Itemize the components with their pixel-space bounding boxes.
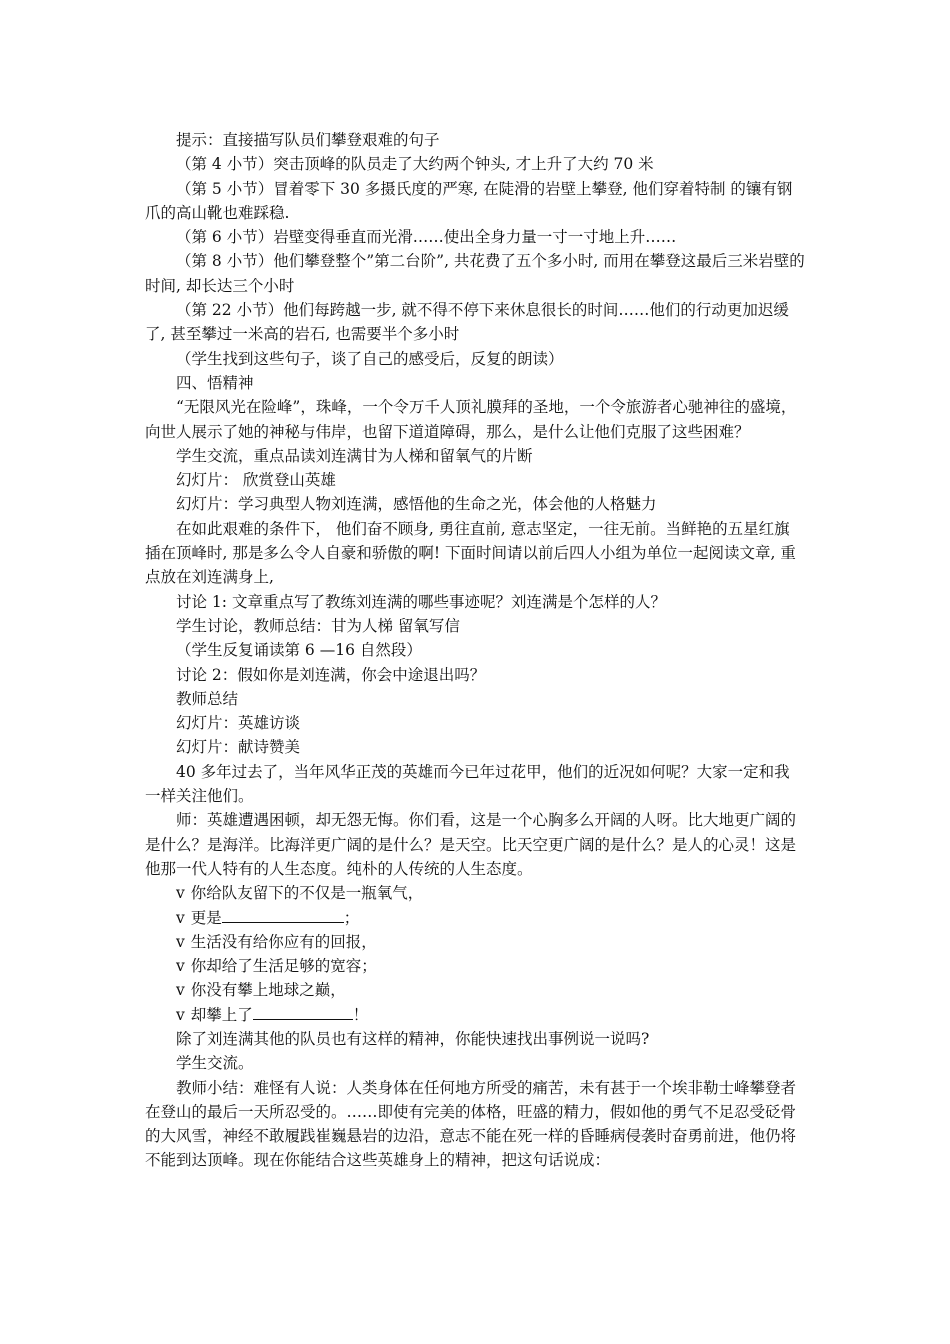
student-exchange: 学生交流，重点品读刘连满甘为人梯和留氧气的片断 [176, 446, 533, 465]
recitation-note: （学生反复诵读第 6 —16 自然段） [176, 641, 422, 660]
verse-text: 却攀上了 [190, 1005, 253, 1024]
teacher-summary-label: 教师总结 [176, 689, 239, 708]
document-body [145, 128, 805, 1173]
quote-section-22: （第 22 小节）他们每跨越一步, 就不得不停下来休息很长的时间……他们的行动更加迟缓了, 甚至攀过一米高的岩石, 也需要半个多小时 [145, 301, 789, 344]
bullet-marker: v [176, 908, 185, 927]
teacher-summary-1: 学生讨论，教师总结：甘为人梯 留氧写信 [176, 616, 460, 635]
slide-interview: 幻灯片：英雄访谈 [176, 714, 301, 733]
slide-liu-lianman: 幻灯片：学习典型人物刘连满，感悟他的生命之光，体会他的人格魅力 [176, 495, 657, 514]
difficult-conditions-paragraph: 在如此艰难的条件下， 他们奋不顾身, 勇往直前, 意志坚定，一往无前。当鲜艳的五星红旗插在顶峰时, 那是多么令人自豪和骄傲的啊! 下面时间请以前后四人小组为单位一起阅读文章, 重点放在刘连满身上, [145, 519, 796, 587]
discussion-1: 讨论 1: 文章重点写了教练刘连满的哪些事迹呢？刘连满是个怎样的人？ [176, 592, 666, 611]
teacher-conclusion: 教师小结：难怪有人说：人类身体在任何地方所受的痛苦，未有甚于一个埃非勒士峰攀登者在登山的最后一天所忍受的。……即使有完美的体格，旺盛的精力，假如他的勇气不足忍受砭骨的大风雪，神经不敢履践崔巍悬岩的边沿，意志不能在死一样的昏睡病侵袭时奋勇前进，他仍将不能到达顶峰。现在你能结合这些英雄身上的精神，把这句话说成： [145, 1078, 797, 1170]
verse-line-3 [145, 930, 805, 954]
verse-line-2 [145, 906, 805, 930]
quote-section-6: （第 6 小节）岩壁变得垂直而光滑……使出全身力量一寸一寸地上升…… [176, 228, 677, 247]
slide-heroes: 幻灯片： 欣赏登山英雄 [176, 471, 336, 490]
verse-line-4 [145, 954, 805, 978]
discussion-2: 讨论 2：假如你是刘连满，你会中途退出吗？ [176, 665, 486, 684]
bullet-marker: v [176, 981, 185, 1000]
verse-text: 你却给了生活足够的宽容； [190, 957, 377, 976]
student-exchange-2: 学生交流。 [176, 1054, 254, 1073]
verse-text: 更是 [190, 908, 222, 927]
bullet-marker: v [176, 1005, 185, 1024]
bullet-marker: v [176, 957, 185, 976]
verse-text: 你没有攀上地球之巅， [190, 981, 346, 1000]
verse-punctuation: ； [343, 908, 360, 927]
fill-in-blank-1 [222, 907, 344, 923]
quote-section-8: （第 8 小节）他们攀登整个”第二台阶”, 共花费了五个多小时, 而用在攀登这最后三米岩壁的时间, 却长达三个小时 [145, 252, 805, 295]
hint-heading: 提示：直接描写队员们攀登艰难的句子 [176, 131, 440, 149]
forty-years-paragraph: 40 多年过去了，当年风华正茂的英雄而今已年过花甲，他们的近况如何呢？大家一定和我一样关注他们。 [145, 762, 790, 806]
other-members-question: 除了刘连满其他的队员也有这样的精神，你能快速找出事例说一说吗? [176, 1029, 650, 1048]
verse-line-6 [145, 1003, 805, 1027]
bullet-marker: v [176, 884, 185, 903]
verse-text: 生活没有给你应有的回报， [190, 932, 377, 951]
verse-line-5 [145, 978, 805, 1002]
section-heading: 四、悟精神 [176, 373, 254, 392]
bullet-marker: v [176, 932, 185, 951]
verse-punctuation: ！ [352, 1005, 369, 1024]
verse-text: 你给队友留下的不仅是一瓶氧气， [190, 884, 424, 903]
reading-note: （学生找到这些句子，谈了自己的感受后，反复的朗读） [176, 349, 564, 368]
intro-paragraph: “无限风光在险峰”，珠峰，一个令万千人顶礼膜拜的圣地，一个令旅游者心驰神往的盛境，向世人展示了她的神秘与伟岸，也留下道道障碍，那么，是什么让他们克服了这些困难？ [145, 398, 797, 441]
quote-section-5: （第 5 小节）冒着零下 30 多摄氏度的严寒, 在陡滑的岩壁上攀登, 他们穿着特制 的镶有钢爪的高山靴也难踩稳. [145, 179, 793, 222]
teacher-remarks: 师：英雄遭遇困顿，却无怨无悔。你们看，这是一个心胸多么开阔的人呀。比大地更广阔的是什么？是海洋。比海洋更广阔的是什么？是天空。比天空更广阔的是什么？是人的心灵！这是他那一代人特有的人生态度。纯朴的人传统的人生态度。 [145, 811, 797, 878]
slide-poem: 幻灯片：献诗赞美 [176, 738, 301, 757]
fill-in-blank-2 [253, 1004, 353, 1020]
quote-section-4: （第 4 小节）突击顶峰的队员走了大约两个钟头, 才上升了大约 70 米 [176, 155, 654, 174]
verse-line-1 [145, 881, 805, 905]
